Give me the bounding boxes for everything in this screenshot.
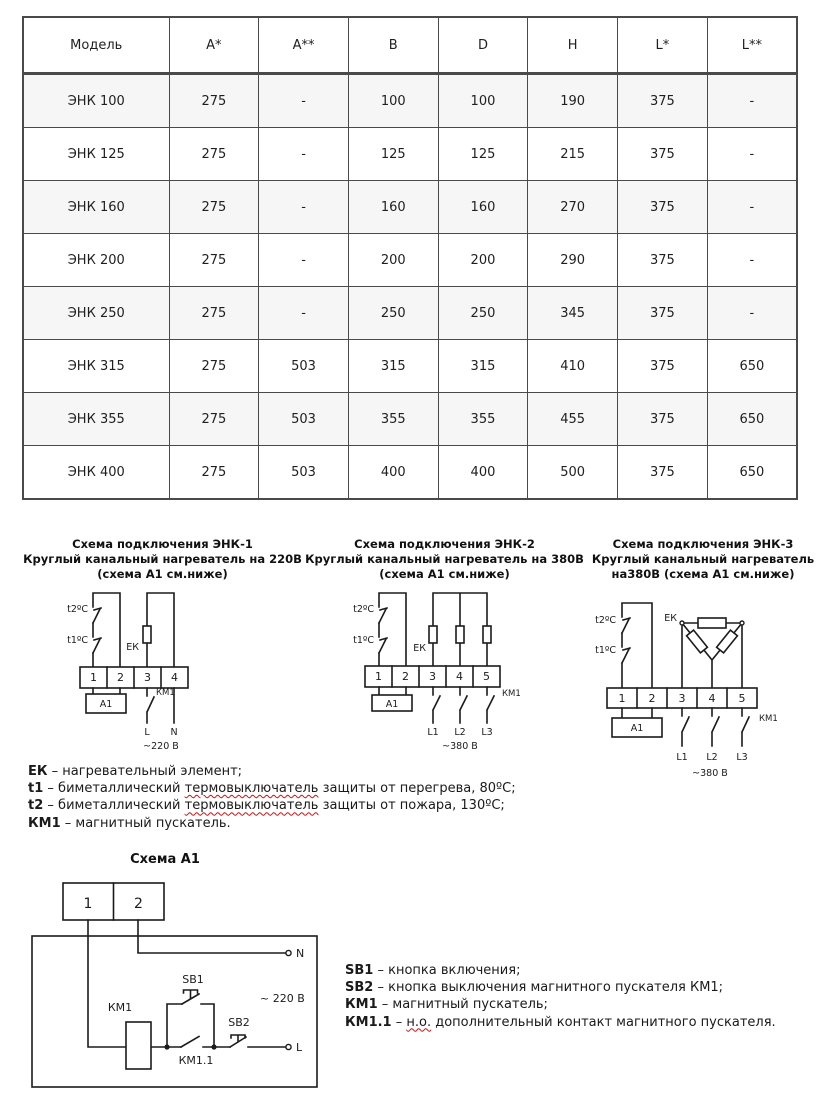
a1-label: А1 [385,699,399,710]
t2-label: t2ºС [595,615,616,626]
phase-l1-label: L1 [676,752,688,763]
table-cell: 375 [618,74,708,128]
voltage-label: ~220 В [143,741,179,752]
a1-schema-diagram [20,875,380,1105]
title-line: (схема А1 см.ниже) [379,567,510,581]
terminal-number: 2 [402,670,409,683]
a1-schema-title: Схема А1 [130,852,200,867]
table-cell: 270 [528,181,618,234]
table-cell: 410 [528,340,618,393]
table-cell: 650 [707,393,797,446]
legend-text: кнопка выключения магнитного пускателя КМ1; [388,980,724,996]
contactor-coil-km1 [126,1022,151,1069]
legend-text: защиты от перегрева, 80ºС; [318,781,516,797]
table-cell: - [259,74,349,128]
phase-l2-label: L2 [454,727,466,738]
table-cell: - [707,181,797,234]
table-cell: ЭНК 200 [23,234,169,287]
table-cell: ЭНК 125 [23,128,169,181]
legend-item [28,797,516,814]
km1-label: КМ1 [502,689,521,699]
t1-label: t1ºС [595,645,616,656]
column-header-a2: A** [259,17,349,74]
table-cell: - [259,181,349,234]
legend-item [345,996,776,1013]
table-cell: 355 [348,393,438,446]
terminal-block [63,883,164,920]
terminal-number: 3 [144,671,151,684]
thermal-switch-t2-icon [622,618,630,633]
thermal-switch-t1-icon [379,638,387,653]
contactor-contacts-km1 [433,687,494,723]
terminal-number: 2 [648,692,656,705]
table-cell: 100 [438,74,528,128]
column-header-h: H [528,17,618,74]
table-row [23,287,797,340]
title-line: Схема подключения ЭНК-1 [72,537,253,551]
a1-legend [345,962,776,1031]
neutral-n-label: N [296,947,305,960]
table-cell: 455 [528,393,618,446]
table-cell: 275 [169,446,259,500]
table-cell: 375 [618,340,708,393]
sb1-label: SB1 [182,973,204,986]
terminal-number: 4 [456,670,463,683]
table-cell: 125 [348,128,438,181]
thermal-switch-t2-icon [93,608,101,623]
legend-dash: – [395,1014,403,1030]
table-cell: 215 [528,128,618,181]
table-cell: 275 [169,181,259,234]
table-row [23,340,797,393]
t2-label: t2ºС [67,604,88,615]
phase-l3-label: L3 [736,752,748,763]
terminal-number: 4 [171,671,178,684]
heater-circuit [429,593,491,666]
table-cell: 275 [169,287,259,340]
ek-label: ЕК [413,643,426,654]
legend-term: SB2 [345,980,374,996]
heater-resistor-icon [698,618,726,628]
junction-node-icon [164,1044,169,1049]
table-cell: - [707,74,797,128]
table-cell: 160 [348,181,438,234]
table-row [23,234,797,287]
column-header-l1: L* [618,17,708,74]
table-cell: - [707,234,797,287]
table-cell: 100 [348,74,438,128]
table-cell: 375 [618,181,708,234]
terminal-number: 1 [375,670,382,683]
title-line: на380В (схема А1 см.ниже) [611,567,795,581]
km1-1-label: КМ1.1 [178,1054,214,1067]
contactor-contacts-km1 [682,708,749,746]
legend-item [345,979,776,996]
table-cell: 375 [618,446,708,500]
table-cell: 500 [528,446,618,500]
dimensions-table [22,16,798,500]
diagram-enk3-title [588,537,818,582]
heater-resistor-icon [483,626,491,643]
legend-dash: – [377,963,384,978]
legend-item [28,763,516,780]
table-cell: 375 [618,128,708,181]
voltage-label: ~380 В [692,768,728,779]
sb2-label: SB2 [228,1016,250,1029]
legend-text: дополнительный контакт магнитного пускателя. [431,1014,776,1030]
legend-term: t2 [28,798,44,814]
phase-l2-label: L2 [706,752,718,763]
km1-label: КМ1 [156,688,175,698]
diagram-enk2-title [302,537,587,582]
junction-node-icon [211,1044,216,1049]
table-cell: 275 [169,340,259,393]
heater-circuit [143,593,174,667]
column-header-b: B [348,17,438,74]
ek-label: ЕК [126,642,139,653]
legend-item [345,1014,776,1031]
table-row [23,74,797,128]
a1-label: А1 [99,699,113,710]
legend-term: КМ1 [28,815,61,831]
legend-text: биметаллический [58,798,185,814]
title-line: (схема А1 см.ниже) [97,567,228,581]
legend-text: защиты от пожара, 130ºС; [318,798,505,814]
table-cell: - [259,128,349,181]
table-cell: ЭНК 250 [23,287,169,340]
legend-dash: – [381,997,389,1013]
legend-text: нагревательный элемент; [62,764,243,779]
table-cell: 290 [528,234,618,287]
table-cell: 650 [707,340,797,393]
legend-term: ЕК [28,764,48,779]
table-cell: 315 [348,340,438,393]
thermal-switch-circuit [93,593,120,667]
legend-term: t1 [28,781,44,797]
km1-label: КМ1 [759,714,778,724]
title-line: Схема подключения ЭНК-2 [354,537,535,551]
legend-text: кнопка включения; [388,963,521,978]
pushbutton-sb2-icon [230,1035,246,1047]
phase-l-label: L [144,727,150,738]
table-cell: - [707,287,797,340]
legend-dash: – [51,764,59,779]
table-cell: ЭНК 315 [23,340,169,393]
ek-label: ЕК [664,613,677,624]
devices-legend [28,763,516,832]
table-cell: 503 [259,393,349,446]
t1-label: t1ºС [353,635,374,646]
terminal-number: 3 [429,670,436,683]
pushbutton-sb1-icon [182,990,199,1004]
terminal-number: 5 [738,692,746,705]
title-line: Круглый канальный нагреватель на 380В [305,552,584,566]
terminal-number: 2 [117,671,124,684]
terminal-l-icon [286,1044,291,1049]
table-cell: ЭНК 160 [23,181,169,234]
title-line: Круглый канальный нагреватель на 220В [23,552,302,566]
legend-item [345,962,776,979]
table-cell: 250 [348,287,438,340]
legend-text-misspelled: термовыключатель [184,798,319,814]
table-cell: ЭНК 100 [23,74,169,128]
legend-text-misspelled: термовыключатель [184,781,319,797]
table-cell: 190 [528,74,618,128]
enclosure-box [32,936,317,1087]
table-cell: 275 [169,128,259,181]
a1-label: А1 [630,723,644,734]
wiring-diagram-enk3 [585,585,820,790]
terminal-number: 1 [90,671,97,684]
terminal-number: 1 [83,896,93,912]
phase-l3-label: L3 [481,727,493,738]
legend-text: биметаллический [58,781,185,797]
heater-resistor-icon [717,630,738,653]
table-cell: - [707,128,797,181]
heater-resistor-icon [143,626,151,643]
legend-dash: – [64,815,72,831]
table-cell: ЭНК 355 [23,393,169,446]
table-cell: 375 [618,234,708,287]
legend-term: SB1 [345,963,374,978]
table-cell: 400 [348,446,438,500]
table-cell: 375 [618,287,708,340]
thermal-switch-t2-icon [379,608,387,623]
terminal-number: 5 [483,670,490,683]
km1-label: КМ1 [107,1001,133,1014]
thermal-switch-t1-icon [93,638,101,653]
table-cell: 200 [438,234,528,287]
column-header-d: D [438,17,528,74]
column-header-a1: A* [169,17,259,74]
diagram-enk1-title [20,537,305,582]
neutral-n-label: N [170,727,178,738]
column-header-model: Модель [23,17,169,74]
legend-text-misspelled: н.о. [406,1014,432,1030]
table-cell: 345 [528,287,618,340]
table-cell: 315 [438,340,528,393]
terminal-number: 1 [618,692,626,705]
legend-term: КМ1 [345,997,378,1013]
heater-resistor-icon [429,626,437,643]
terminal-number: 3 [678,692,686,705]
node-icon [680,621,684,625]
terminal-number: 2 [134,896,143,912]
legend-dash: – [47,781,54,797]
contact-km1-1 [181,1037,199,1048]
terminal-number: 4 [708,692,716,705]
table-cell: 375 [618,393,708,446]
table-cell: 503 [259,446,349,500]
legend-term: КМ1.1 [345,1014,392,1030]
t2-label: t2ºС [353,604,374,615]
legend-dash: – [47,798,54,814]
table-cell: 503 [259,340,349,393]
heater-delta-circuit [680,618,744,688]
voltage-label: ~380 В [442,741,478,752]
table-cell: 250 [438,287,528,340]
table-cell: - [259,234,349,287]
title-line: Круглый канальный нагреватель [591,552,815,566]
table-cell: 200 [348,234,438,287]
thermal-switch-circuit [622,603,652,688]
table-row [23,181,797,234]
thermal-switch-t1-icon [622,648,630,663]
node-icon [740,621,744,625]
legend-text: магнитный пускатель; [392,997,548,1013]
table-cell: 400 [438,446,528,500]
legend-item [28,780,516,797]
voltage-label: ~ 220 В [260,992,305,1005]
title-line: Схема подключения ЭНК-3 [612,537,794,551]
table-row [23,128,797,181]
wiring-diagram-enk2 [330,585,570,765]
table-cell: 275 [169,393,259,446]
t1-label: t1ºС [67,635,88,646]
table-cell: 650 [707,446,797,500]
legend-text: магнитный пускатель. [75,815,231,831]
phase-l-label: L [296,1041,303,1054]
thermal-switch-circuit [379,593,406,666]
table-row [23,393,797,446]
legend-dash: – [377,980,384,996]
phase-l1-label: L1 [427,727,439,738]
wiring-diagram-enk1 [40,585,280,760]
terminal-n-icon [286,950,291,955]
heater-resistor-icon [687,630,708,653]
table-cell: 160 [438,181,528,234]
column-header-l2: L** [707,17,797,74]
table-cell: 125 [438,128,528,181]
legend-item [28,815,516,832]
table-header-row [23,17,797,74]
heater-resistor-icon [456,626,464,643]
table-cell: - [259,287,349,340]
table-cell: 275 [169,234,259,287]
table-cell: ЭНК 400 [23,446,169,500]
table-cell: 355 [438,393,528,446]
table-row [23,446,797,500]
table-cell: 275 [169,74,259,128]
